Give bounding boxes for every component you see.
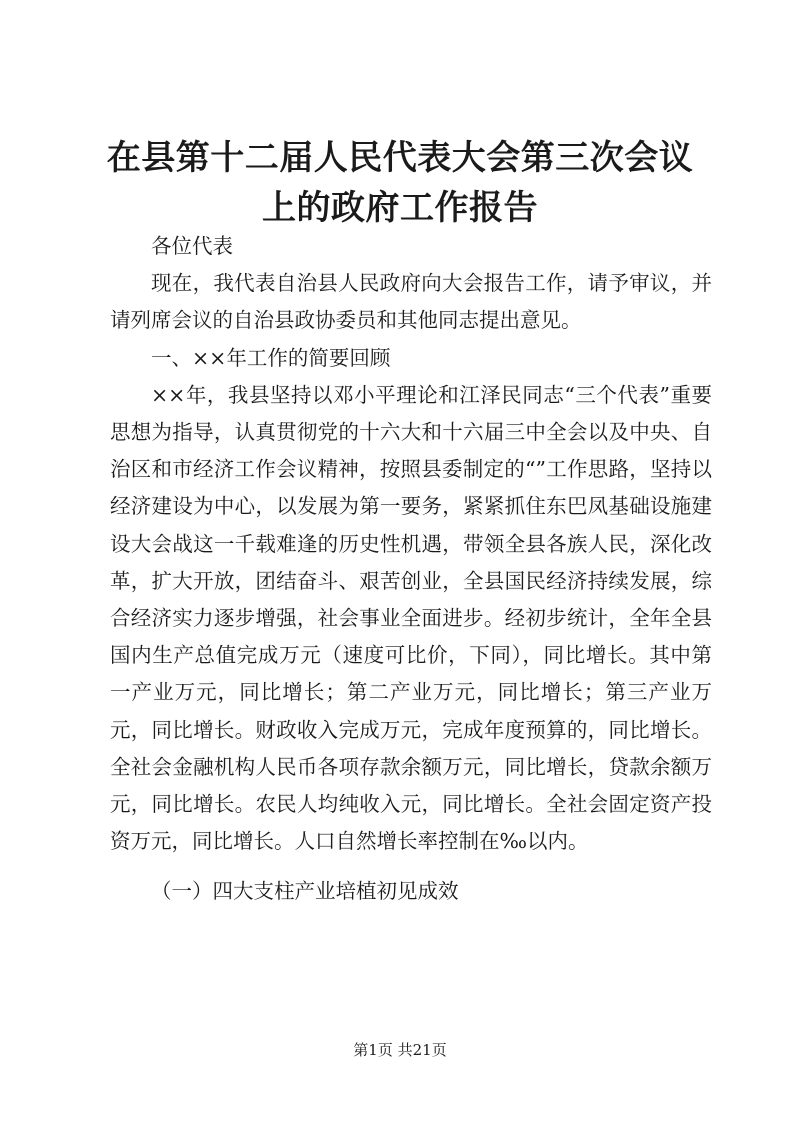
page-footer: 第1页 共21页: [353, 1041, 447, 1059]
document-title: 在县第十二届人民代表大会第三次会议上的政府工作报告: [106, 138, 694, 228]
subsection-heading: （一）四大支柱产业培植初见成效: [151, 879, 459, 904]
section-heading: 一、××年工作的简要回顾: [151, 345, 391, 370]
document-body: [110, 228, 712, 911]
salutation: 各位代表: [151, 234, 233, 258]
paragraph-intro: 现在，我代表自治县人民政府向大会报告工作，请予审议，并请列席会议的自治县政协委员和其他同志提出意见。: [110, 271, 712, 333]
paragraph-review: ××年，我县坚持以邓小平理论和江泽民同志“三个代表”重要思想为指导，认真贯彻党的十六大和十六届三中全会以及中央、自治区和市经济工作会议精神，按照县委制定的“”工作思路，坚持以经济建设为中心，以发展为第一要务，紧紧抓住东巴凤基础设施建设大会战这一千载难逢的历史性机遇，带领全县各族人民，深化改革，扩大开放，团结奋斗、艰苦创业，全县国民经济持续发展，综合经济实力逐步增强，社会事业全面进步。经初步统计，全年全县国内生产总值完成万元（速度可比价，下同），同比增长。其中第一产业万元，同比增长；第二产业万元，同比增长；第三产业万元，同比增长。财政收入完成万元，完成年度预算的，同比增长。全社会金融机构人民币各项存款余额万元，同比增长，贷款余额万元，同比增长。农民人均纯收入元，同比增长。全社会固定资产投资万元，同比增长。人口自然增长率控制在‰以内。: [110, 382, 712, 854]
